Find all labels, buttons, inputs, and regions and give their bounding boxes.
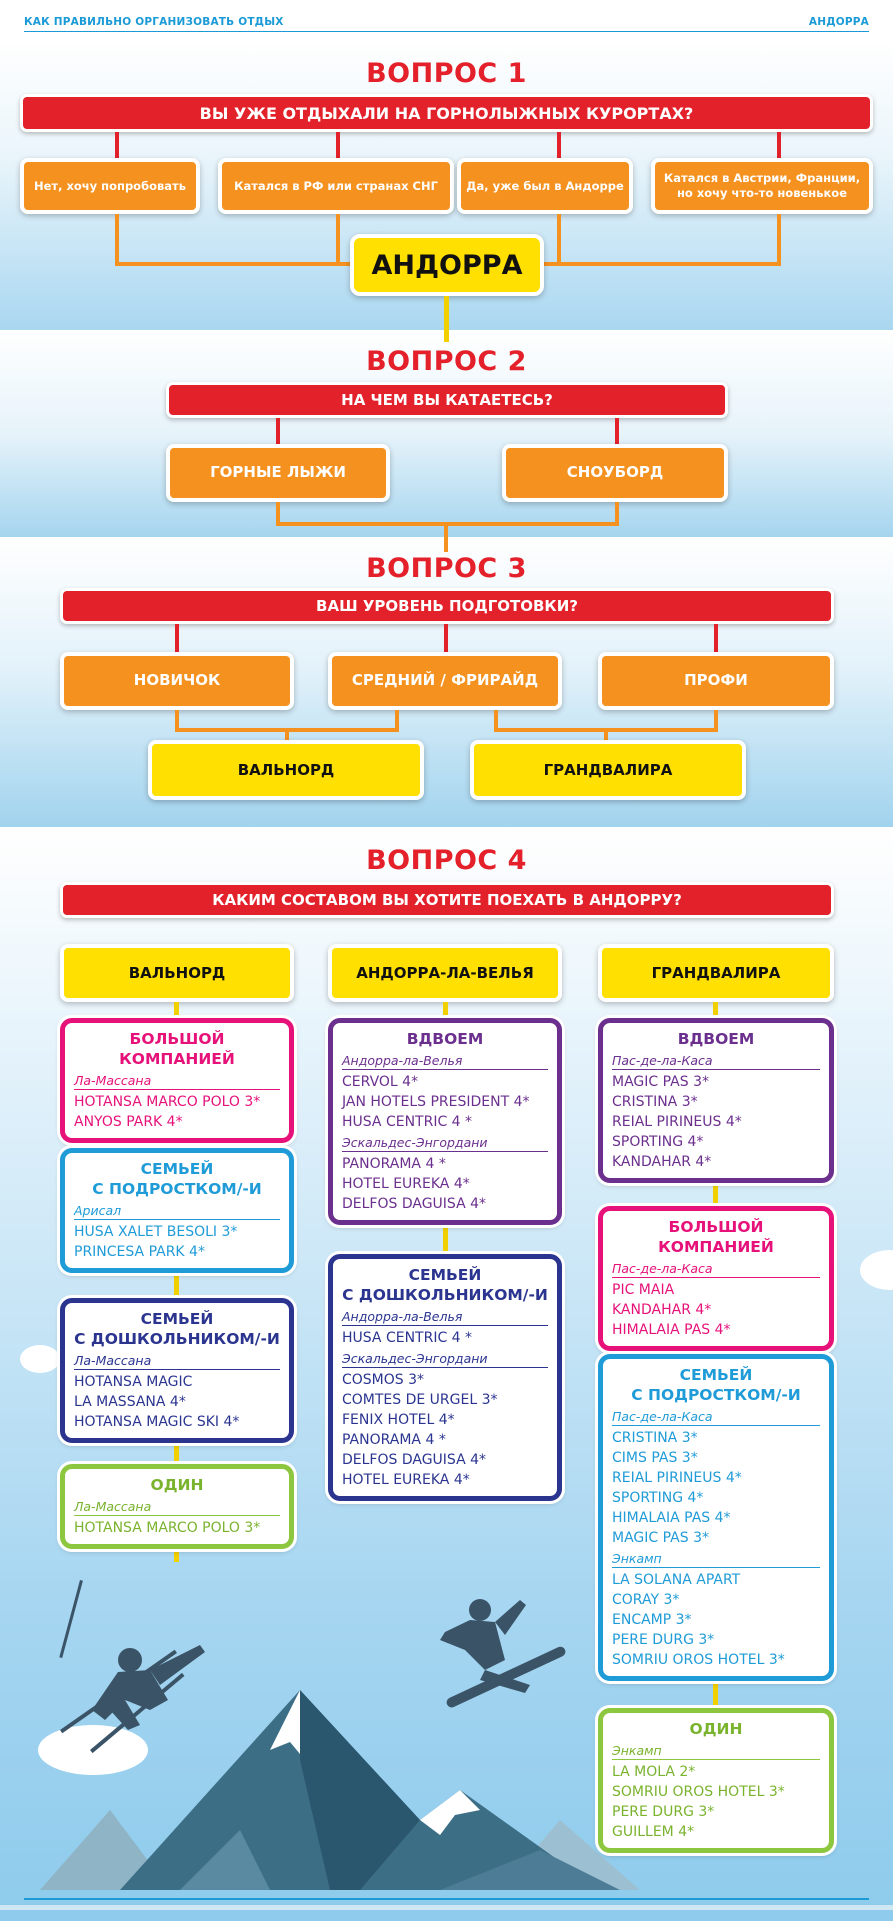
hotel-name[interactable]: HOTANSA MAGIC SKI 4* [74,1414,240,1430]
q1-question-bar: ВЫ УЖЕ ОТДЫХАЛИ НА ГОРНОЛЫЖНЫХ КУРОРТАХ? [20,94,873,132]
connector-line [115,262,353,266]
hotel-name[interactable]: HOTANSA MARCO POLO 3* [74,1094,261,1110]
connector-line [115,132,119,160]
q3-result-vallnord: ВАЛЬНОРД [148,740,424,800]
connector-line [777,132,781,160]
q1-title: ВОПРОС 1 [366,58,527,89]
connector-line [444,522,448,552]
q3-answer-intermediate[interactable]: СРЕДНИЙ / ФРИРАЙД [328,652,562,710]
hotel-name[interactable]: HUSA CENTRIC 4 * [342,1330,473,1346]
hotel-name[interactable]: DELFOS DAGUISA 4* [342,1452,487,1468]
hotel-card [328,1254,562,1501]
hotel-name[interactable]: HIMALAIA PAS 4* [612,1510,731,1526]
location-label: Эскальдес-Энгордани [342,1350,548,1368]
header-right-title: АНДОРРА [808,16,869,28]
location-label: Арисал [74,1202,280,1220]
hotel-card [60,1298,294,1443]
hotel-card [60,1148,294,1273]
connector-line [336,132,340,160]
hotel-card [328,1018,562,1225]
hotel-name[interactable]: COMTES DE URGEL 3* [342,1392,498,1408]
hotel-name[interactable]: LA MASSANA 4* [74,1394,186,1410]
location-label: Пас-де-ла-Каса [612,1052,820,1070]
location-label: Ла-Массана [74,1498,280,1516]
page-header [24,14,869,32]
connector-line [615,418,619,446]
location-label: Пас-де-ла-Каса [612,1260,820,1278]
q4-column-vallnord: ВАЛЬНОРД [60,944,294,1002]
card-title: СЕМЬЕЙ С ПОДРОСТКОМ/-И [92,1160,262,1198]
hotel-name[interactable]: REIAL PIRINEUS 4* [612,1470,742,1486]
hotel-name[interactable]: SOMRIU OROS HOTEL 3* [612,1784,785,1800]
connector-line [444,296,449,342]
q1-answer-3[interactable]: Да, уже был в Андорре [457,158,633,214]
hotel-name[interactable]: HOTANSA MARCO POLO 3* [74,1520,261,1536]
hotel-name[interactable]: MAGIC PAS 3* [612,1074,709,1090]
hotel-name[interactable]: PERE DURG 3* [612,1804,715,1820]
connector-line [557,214,561,266]
hotel-name[interactable]: PIC MAIA [612,1282,675,1298]
card-title: БОЛЬШОЙ КОМПАНИЕЙ [658,1218,774,1256]
hotel-name[interactable]: HUSA CENTRIC 4 * [342,1114,473,1130]
hotel-name[interactable]: KANDAHAR 4* [612,1154,712,1170]
hotel-name[interactable]: CORAY 3* [612,1592,680,1608]
hotel-card [60,1018,294,1143]
hotel-name[interactable]: PERE DURG 3* [612,1632,715,1648]
card-title: СЕМЬЕЙ С ДОШКОЛЬНИКОМ/-И [342,1266,548,1304]
hotel-name[interactable]: SPORTING 4* [612,1490,704,1506]
connector-line [714,624,718,654]
hotel-name[interactable]: PANORAMA 4 * [342,1432,446,1448]
hotel-name[interactable]: MAGIC PAS 3* [612,1530,709,1546]
q1-result-andorra: АНДОРРА [350,234,544,296]
hotel-name[interactable]: HOTEL EUREKA 4* [342,1176,470,1192]
q3-answer-beginner[interactable]: НОВИЧОК [60,652,294,710]
hotel-name[interactable]: HOTEL EUREKA 4* [342,1472,470,1488]
hotel-name[interactable]: CRISTINA 3* [612,1430,698,1446]
connector-line [557,132,561,160]
card-title: ОДИН [689,1720,743,1738]
hotel-name[interactable]: SPORTING 4* [612,1134,704,1150]
card-title: ОДИН [150,1476,204,1494]
location-label: Ла-Массана [74,1352,280,1370]
hotel-name[interactable]: SOMRIU OROS HOTEL 3* [612,1652,785,1668]
hotel-name[interactable]: ENCAMP 3* [612,1612,692,1628]
hotel-name[interactable]: ANYOS PARK 4* [74,1114,183,1130]
connector-line [336,214,340,266]
hotel-card [598,1708,834,1853]
cloud-shape [20,1345,60,1373]
q4-question-bar: КАКИМ СОСТАВОМ ВЫ ХОТИТЕ ПОЕХАТЬ В АНДОРРУ? [60,882,834,918]
hotel-name[interactable]: GUILLEM 4* [612,1824,695,1840]
connector-line [115,214,119,266]
q3-answer-pro[interactable]: ПРОФИ [598,652,834,710]
location-label: Энкамп [612,1550,820,1568]
q4-column-grandvalira: ГРАНДВАЛИРА [598,944,834,1002]
hotel-name[interactable]: LA SOLANA APART [612,1572,741,1588]
q2-answer-snowboard[interactable]: СНОУБОРД [502,444,728,502]
hotel-name[interactable]: HOTANSA MAGIC [74,1374,193,1390]
hotel-name[interactable]: JAN HOTELS PRESIDENT 4* [342,1094,530,1110]
hotel-name[interactable]: LA MOLA 2* [612,1764,696,1780]
hotel-name[interactable]: PANORAMA 4 * [342,1156,446,1172]
hotel-name[interactable]: HIMALAIA PAS 4* [612,1322,731,1338]
connector-line [276,418,280,446]
q4-column-andorra-la-vella: АНДОРРА-ЛА-ВЕЛЬЯ [328,944,562,1002]
card-title: ВДВОЕМ [406,1030,484,1048]
card-title: СЕМЬЕЙ С ПОДРОСТКОМ/-И [631,1366,801,1404]
card-title: ВДВОЕМ [677,1030,755,1048]
q1-answer-2[interactable]: Катался в РФ или странах СНГ [218,158,454,214]
hotel-name[interactable]: KANDAHAR 4* [612,1302,712,1318]
hotel-name[interactable]: FENIX HOTEL 4* [342,1412,455,1428]
hotel-name[interactable]: CIMS PAS 3* [612,1450,698,1466]
hotel-card [598,1206,834,1351]
location-label: Эскальдес-Энгордани [342,1134,548,1152]
card-title: БОЛЬШОЙ КОМПАНИЕЙ [119,1030,235,1068]
hotel-name[interactable]: COSMOS 3* [342,1372,425,1388]
location-label: Андорра-ла-Велья [342,1052,548,1070]
hotel-card [598,1018,834,1183]
hotel-name[interactable]: HUSA XALET BESOLI 3* [74,1224,238,1240]
header-left-title: КАК ПРАВИЛЬНО ОРГАНИЗОВАТЬ ОТДЫХ [24,16,284,28]
location-label: Пас-де-ла-Каса [612,1408,820,1426]
hotel-name[interactable]: PRINCESA PARK 4* [74,1244,205,1260]
hotel-card [60,1464,294,1549]
q1-answer-1[interactable]: Нет, хочу попробовать [20,158,200,214]
card-title: СЕМЬЕЙ С ДОШКОЛЬНИКОМ/-И [74,1310,280,1348]
connector-line [175,624,179,654]
q3-result-grandvalira: ГРАНДВАЛИРА [470,740,746,800]
q2-answer-ski[interactable]: ГОРНЫЕ ЛЫЖИ [166,444,390,502]
hotel-name[interactable]: CERVOL 4* [342,1074,419,1090]
q4-title: ВОПРОС 4 [366,845,527,876]
q1-answer-4[interactable]: Катался в Австрии, Франции, но хочу что-то новенькое [651,158,873,214]
location-label: Андорра-ла-Велья [342,1308,548,1326]
connector-line [444,624,448,654]
hotel-name[interactable]: DELFOS DAGUISA 4* [342,1196,487,1212]
location-label: Энкамп [612,1742,820,1760]
footer-line [24,1898,869,1900]
hotel-card [598,1354,834,1681]
q2-question-bar: НА ЧЕМ ВЫ КАТАЕТЕСЬ? [166,382,728,418]
q3-title: ВОПРОС 3 [366,553,527,584]
hotel-name[interactable]: REIAL PIRINEUS 4* [612,1114,742,1130]
connector-line [540,262,781,266]
q2-title: ВОПРОС 2 [366,346,527,377]
hotel-name[interactable]: CRISTINA 3* [612,1094,698,1110]
connector-line [777,214,781,266]
q3-question-bar: ВАШ УРОВЕНЬ ПОДГОТОВКИ? [60,588,834,624]
location-label: Ла-Массана [74,1072,280,1090]
